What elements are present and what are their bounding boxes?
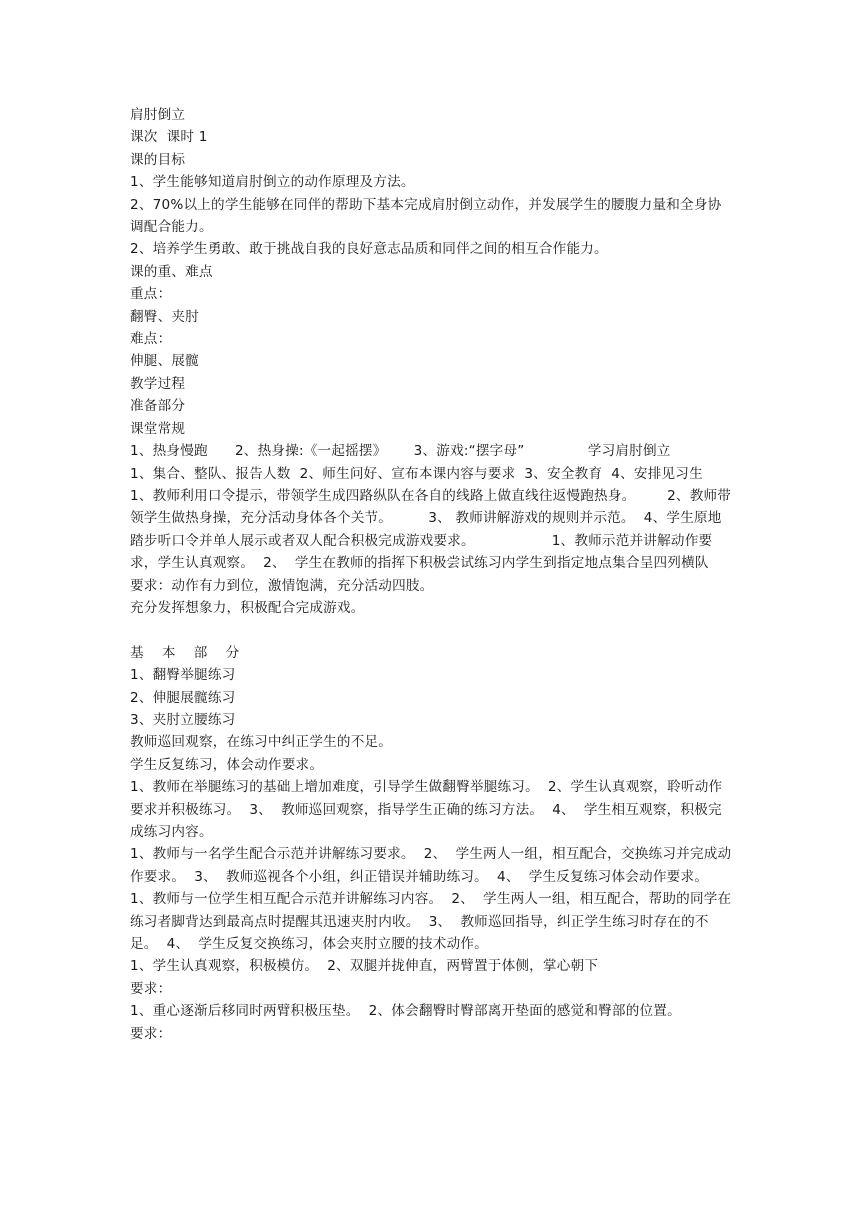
text-line: 课堂常规	[130, 420, 186, 437]
text-line: 课的目标	[130, 151, 186, 168]
text-line: 1、教师与一名学生配合示范并讲解练习要求。 2、 学生两人一组，相互配合，交换练习并完成动作要求。 3、 教师巡视各个小组，纠正错误并辅助练习。 4、 学生反复练习体会动作要求。 1、教师与一位学生相互配合示范并讲解练习内容。 2、 学生两人一组，相互配合，帮助的同学在练习者脚背达到最高点时提醒其迅速夹肘内收。 3、 教师巡回指导，纠正学生练习时存在的不足。 4、 学生反复交换练习，体会夹肘立腰的技术动作。	[130, 846, 736, 953]
text-line: 要求：	[130, 1025, 172, 1042]
text-line: 重点：	[130, 286, 172, 303]
text-line: 教学过程	[130, 375, 186, 392]
text-line: 肩肘倒立	[130, 107, 186, 123]
text-line: 2、70%以上的学生能够在同伴的帮助下基本完成肩肘倒立动作，并发展学生的腰腹力量和全身协调配合能力。	[130, 196, 722, 236]
text-line: 1、学生认真观察，积极模仿。 2、双腿并拢伸直，两臂置于体侧，掌心朝下	[130, 958, 599, 975]
text-line: 充分发挥想象力，积极配合完成游戏。	[130, 599, 365, 616]
text-line: 要求：	[130, 980, 172, 997]
text-line: 1、重心逐渐后移同时两臂积极压垫。 2、体会翻臀时臀部离开垫面的感觉和臀部的位置。	[130, 1003, 681, 1020]
text-line: 1、集合、整队、报告人数 2、师生问好、宣布本课内容与要求 3、安全教育 4、安排见习生	[130, 465, 703, 482]
text-line: 学生反复练习，体会动作要求。	[130, 756, 324, 773]
text-line: 伸腿、展髋	[130, 353, 199, 370]
text-line: 准备部分	[130, 398, 186, 415]
text-line: 1、翻臀举腿练习	[130, 667, 236, 684]
document-body	[130, 104, 735, 1045]
text-line: 难点：	[130, 331, 172, 348]
text-line: 2、培养学生勇敢、敢于挑战自我的良好意志品质和同伴之间的相互合作能力。	[130, 241, 608, 258]
text-line: 1、学生能够知道肩肘倒立的动作原理及方法。	[130, 174, 415, 191]
text-line: 2、伸腿展髋练习	[130, 689, 236, 706]
text-line: 基 本 部 分	[130, 644, 240, 661]
text-line: 课的重、难点	[130, 263, 213, 280]
text-line: 1、教师在举腿练习的基础上增加难度，引导学生做翻臀举腿练习。 2、学生认真观察，聆听动作要求并积极练习。 3、 教师巡回观察，指导学生正确的练习方法。 4、 学生相互观察，积极完成练习内容。	[130, 779, 723, 840]
text-line: 1、热身慢跑 2、热身操:《一起摇摆》 3、游戏:“摆字母” 学习肩肘倒立	[130, 443, 671, 460]
text-line: 翻臀、夹肘	[130, 308, 199, 325]
blank-line	[130, 619, 735, 641]
text-line: 要求：动作有力到位，激情饱满，充分活动四肢。	[130, 577, 434, 594]
text-line: 3、夹肘立腰练习	[130, 711, 236, 728]
text-line: 1、教师利用口令提示，带领学生成四路纵队在各自的线路上做直线往返慢跑热身。 2、教师带领学生做热身操，充分活动身体各个关节。 3、 教师讲解游戏的规则并示范。 4、学生原地踏步听口令并单人展示或者双人配合积极完成游戏要求。 1、教师示范并讲解动作要求，学生认真观察。 2、 学生在教师的指挥下积极尝试练习内学生到指定地点集合呈四列横队	[130, 487, 732, 572]
text-line: 课次 课时 1	[130, 129, 208, 146]
text-line: 教师巡回观察，在练习中纠正学生的不足。	[130, 734, 393, 751]
